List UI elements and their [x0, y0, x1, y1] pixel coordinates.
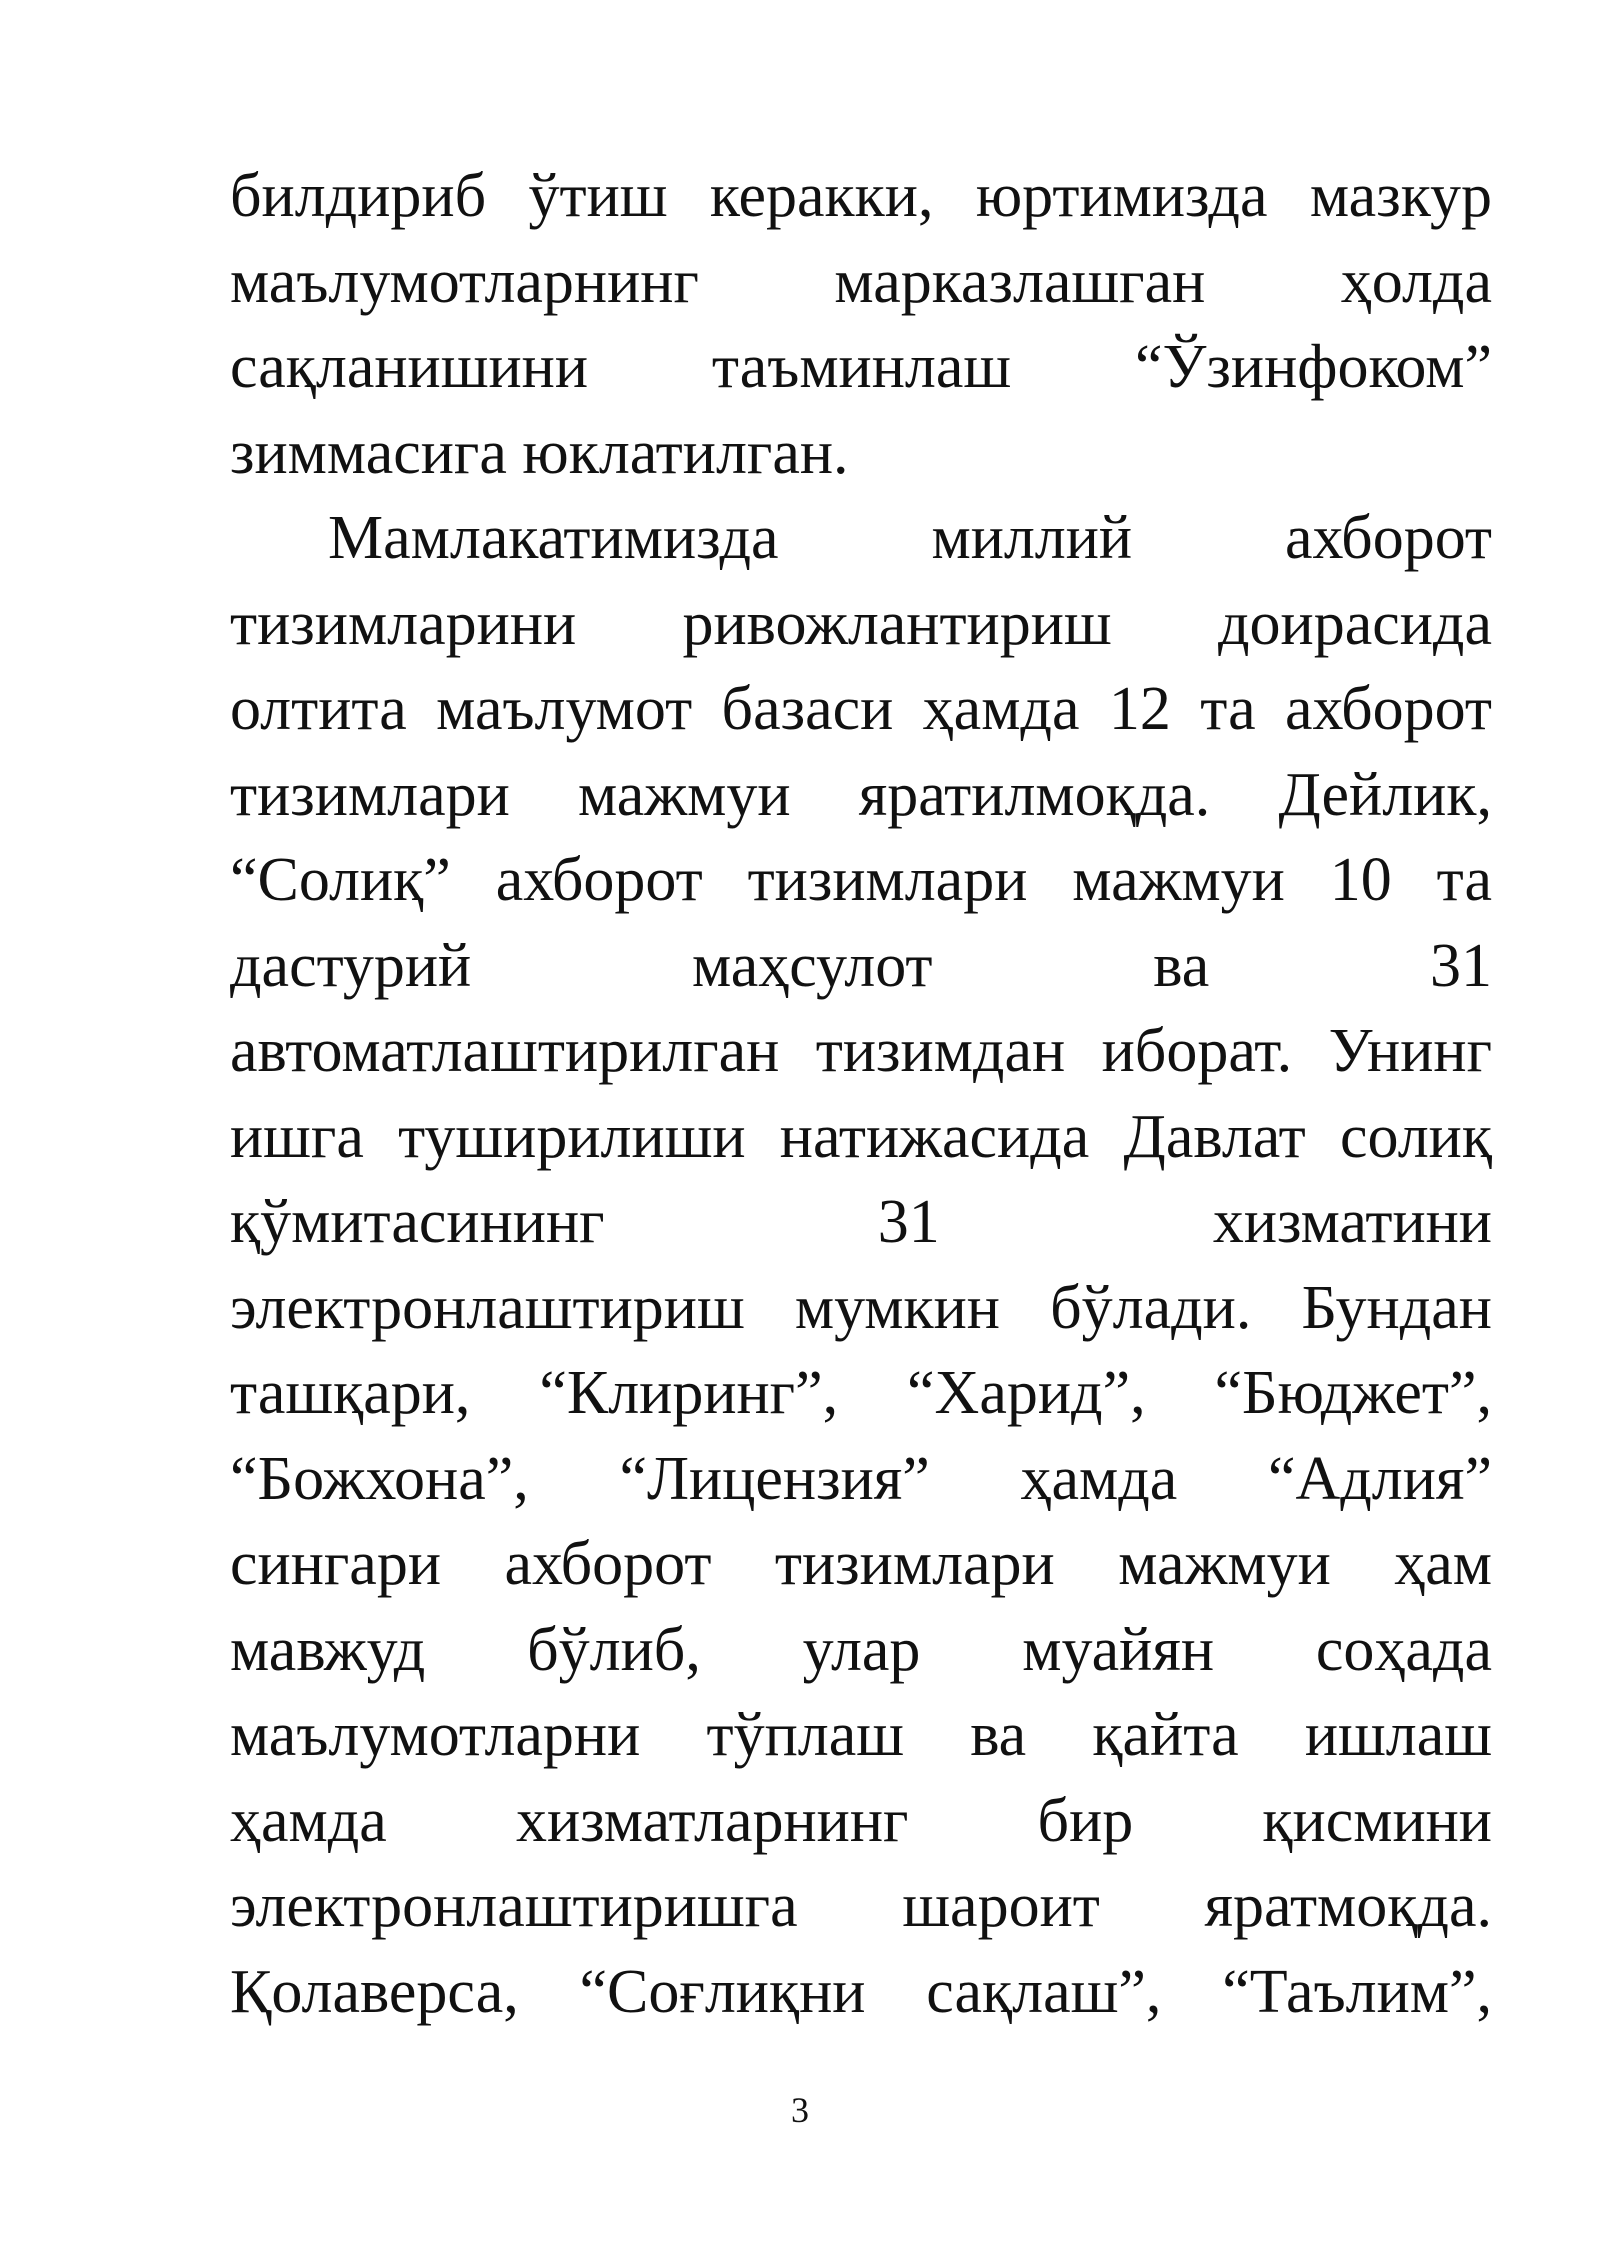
- word: ишга: [230, 1102, 364, 1171]
- word: Унинг: [1328, 1017, 1492, 1085]
- word: Қолаверса,: [230, 1957, 519, 2026]
- word: ва: [970, 1701, 1027, 1769]
- word: мумкин: [794, 1273, 1000, 1342]
- word: ҳам: [1394, 1530, 1492, 1598]
- word: “Адлия”: [1267, 1444, 1492, 1513]
- text-line: [230, 1437, 1492, 1523]
- text-line: [230, 240, 1492, 326]
- word: муайян: [1022, 1615, 1215, 1684]
- word: Мамлакатимизда: [328, 504, 779, 572]
- word: қисмини: [1262, 1786, 1492, 1855]
- word: солиқ: [1340, 1102, 1492, 1171]
- word: та: [1436, 846, 1492, 914]
- word: ҳамда: [230, 1786, 387, 1855]
- word: “Таълим”,: [1222, 1957, 1492, 2026]
- word: иборат.: [1101, 1017, 1293, 1085]
- text-line: [230, 582, 1492, 668]
- word: хизматини: [1212, 1188, 1492, 1256]
- text-line: [230, 154, 1492, 240]
- text-line: [230, 1351, 1492, 1437]
- word: бўлади.: [1050, 1273, 1252, 1342]
- text-line: [230, 838, 1492, 924]
- text-line: [230, 1950, 1492, 2036]
- word: маълумотларнинг: [230, 247, 699, 316]
- word: натижасида: [779, 1102, 1090, 1171]
- word: мажмуи: [1072, 846, 1285, 914]
- word: та: [1200, 675, 1256, 743]
- word: миллий: [931, 504, 1133, 572]
- word: ахборот: [504, 1530, 712, 1598]
- word: олтита: [230, 675, 407, 743]
- word: электронлаштиришга: [230, 1872, 798, 1940]
- text-line: [230, 1009, 1492, 1095]
- word: дастурий: [230, 931, 472, 1000]
- word: ҳамда: [1020, 1444, 1178, 1513]
- word: “Божхона”,: [230, 1444, 529, 1513]
- word: ишлаш: [1304, 1701, 1492, 1769]
- word: ташқари,: [230, 1359, 471, 1427]
- word: тўплаш: [706, 1701, 904, 1769]
- word: юртимизда: [975, 162, 1268, 230]
- word: қайта: [1092, 1701, 1239, 1769]
- word: 10: [1329, 846, 1392, 914]
- word: зиммасига: [230, 418, 507, 487]
- text-line: [230, 411, 1492, 497]
- word: сингари: [230, 1530, 442, 1598]
- text-line: [230, 1779, 1492, 1865]
- word: яратмоқда.: [1204, 1872, 1492, 1940]
- word: базаси: [721, 675, 894, 743]
- word: сақлаш”,: [926, 1957, 1162, 2026]
- word: марказлашган: [834, 247, 1206, 316]
- text-line: [230, 924, 1492, 1010]
- word: ахборот: [1285, 504, 1492, 572]
- text-line: [230, 1180, 1492, 1266]
- word: тизимларини: [230, 589, 577, 658]
- word: 31: [877, 1188, 940, 1256]
- word: “Ўзинфоком”: [1135, 333, 1492, 401]
- word: Дейлик,: [1278, 760, 1492, 829]
- word: бўлиб,: [527, 1615, 701, 1684]
- word: автоматлаштирилган: [230, 1017, 780, 1085]
- word: ахборот: [1284, 675, 1492, 743]
- word: хизматларнинг: [515, 1786, 909, 1855]
- word: яратилмоқда.: [858, 760, 1211, 829]
- word: таъминлаш: [711, 333, 1012, 401]
- word: ахборот: [495, 846, 703, 914]
- word: мавжуд: [230, 1615, 426, 1684]
- word: туширилиши: [398, 1102, 746, 1171]
- word: “Лицензия”: [619, 1444, 930, 1513]
- word: керакки,: [709, 162, 934, 230]
- word: “Бюджет”,: [1214, 1359, 1492, 1427]
- word: “Солиқ”: [230, 846, 451, 914]
- word: шароит: [902, 1872, 1100, 1940]
- word: ўтиш: [528, 162, 668, 230]
- text-line: [230, 1266, 1492, 1352]
- word: тизимлари: [230, 760, 510, 829]
- word: билдириб: [230, 162, 487, 230]
- word: “Соғлиқни: [579, 1957, 866, 2026]
- word: “Харид”,: [907, 1359, 1146, 1427]
- word: тизимлари: [774, 1530, 1055, 1598]
- word: маълумот: [436, 675, 693, 743]
- word: маҳсулот: [691, 931, 933, 1000]
- page-number: 3: [791, 2090, 809, 2130]
- word: Бундан: [1301, 1273, 1492, 1342]
- text-line: [230, 1095, 1492, 1181]
- word: бир: [1037, 1786, 1134, 1855]
- word: “Клиринг”,: [539, 1359, 839, 1427]
- word: маълумотларни: [230, 1701, 641, 1769]
- word: ривожлантириш: [682, 589, 1112, 658]
- text-line: [230, 1693, 1492, 1779]
- word: мажмуи: [1118, 1530, 1331, 1598]
- word: мазкур: [1309, 162, 1492, 230]
- text-line: [230, 496, 1492, 582]
- word: 12: [1108, 675, 1171, 743]
- word: сақланишини: [230, 333, 589, 401]
- text-line: [230, 1864, 1492, 1950]
- word: тизимлари: [747, 846, 1028, 914]
- word: ҳамда: [922, 675, 1080, 743]
- word: қўмитасининг: [230, 1188, 605, 1256]
- word: ва: [1153, 931, 1210, 1000]
- text-line: [230, 1522, 1492, 1608]
- word: Давлат: [1123, 1102, 1306, 1171]
- body-text: [230, 154, 1492, 2035]
- word: мажмуи: [577, 760, 791, 829]
- word: 31: [1429, 931, 1492, 1000]
- text-line: [230, 325, 1492, 411]
- word: тизимдан: [815, 1017, 1066, 1085]
- text-line: [230, 1608, 1492, 1694]
- text-line: [230, 753, 1492, 839]
- word: соҳада: [1315, 1615, 1492, 1684]
- text-line: [230, 667, 1492, 753]
- word: юклатилган.: [522, 418, 849, 487]
- word: электронлаштириш: [230, 1273, 745, 1342]
- word: улар: [802, 1615, 921, 1684]
- word: ҳолда: [1340, 247, 1492, 316]
- word: доирасида: [1217, 589, 1492, 658]
